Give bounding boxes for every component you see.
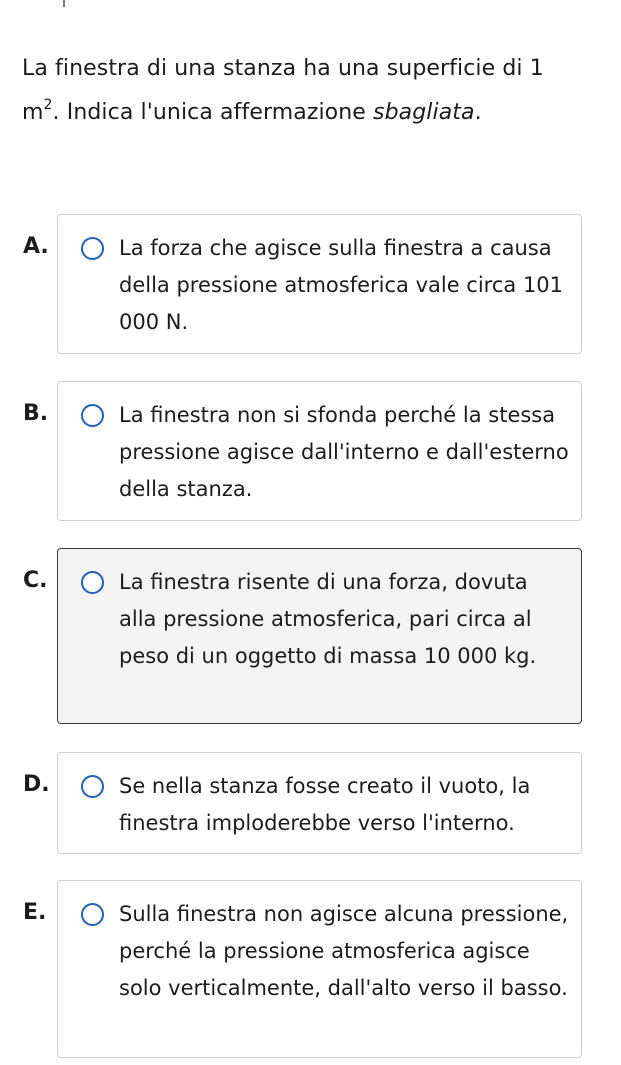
- option-letter: D.: [23, 772, 50, 797]
- scroll-indicator: [63, 0, 65, 7]
- radio-button-icon[interactable]: [81, 775, 104, 798]
- option-card-e[interactable]: [57, 880, 582, 1058]
- option-card-d[interactable]: [57, 752, 582, 854]
- option-text: Se nella stanza fosse creato il vuoto, la finestra imploderebbe verso l'interno.: [119, 774, 531, 835]
- radio-button-icon[interactable]: [81, 903, 104, 926]
- option-text: La forza che agisce sulla finestra a causa della pressione atmosferica vale circa 101 000 N.: [119, 236, 564, 334]
- option-text: Sulla finestra non agisce alcuna pressione, perché la pressione atmosferica agisce solo verticalmente, dall'alto verso il basso.: [119, 902, 569, 1000]
- option-letter: B.: [23, 401, 49, 426]
- question-text: [22, 47, 582, 135]
- option-letter: A.: [23, 234, 49, 259]
- question-end: .: [474, 100, 482, 125]
- radio-button-icon[interactable]: [81, 237, 104, 260]
- option-text: La finestra non si sfonda perché la stessa pressione agisce dall'interno e dall'esterno della stanza.: [119, 403, 569, 501]
- radio-button-icon[interactable]: [81, 404, 104, 427]
- option-card-a[interactable]: [57, 214, 582, 354]
- option-text: La finestra risente di una forza, dovuta alla pressione atmosferica, pari circa al peso di un oggetto di massa 10 000 kg.: [119, 570, 537, 668]
- option-letter: E.: [23, 900, 47, 925]
- option-card-b[interactable]: [57, 381, 582, 521]
- question-instruction: . Indica l'unica affermazione: [52, 100, 374, 125]
- radio-button-icon[interactable]: [81, 571, 104, 594]
- question-emphasis: sbagliata: [373, 100, 475, 125]
- question-main: La finestra di una stanza ha una superficie di 1 m: [22, 56, 544, 125]
- option-card-c[interactable]: [57, 548, 582, 724]
- option-letter: C.: [23, 568, 48, 593]
- question-superscript: 2: [43, 96, 53, 113]
